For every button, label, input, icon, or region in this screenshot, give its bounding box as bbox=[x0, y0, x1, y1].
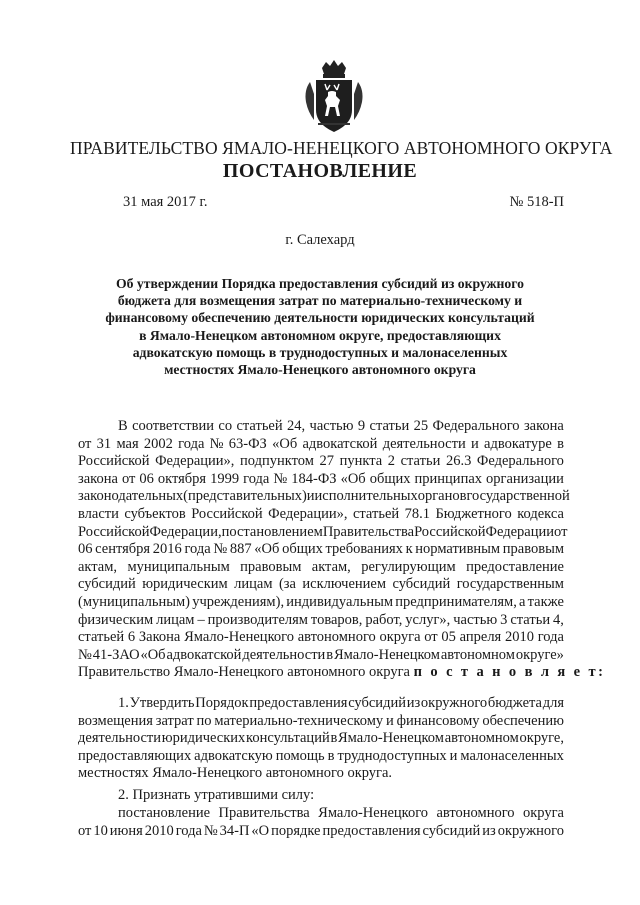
body-line: 2. Признать утратившими силу: bbox=[118, 787, 315, 803]
word: Утвердить bbox=[129, 695, 195, 711]
word: окружного bbox=[420, 695, 488, 711]
word: Федерации bbox=[485, 523, 555, 540]
word: автономном bbox=[440, 646, 515, 663]
title-line: местностях Ямало-Ненецкого автономного округа bbox=[164, 362, 476, 378]
word: малонаселенных bbox=[460, 747, 564, 764]
word: адвокатскую bbox=[194, 747, 273, 764]
word: 24, bbox=[287, 418, 306, 434]
word: закона bbox=[78, 470, 118, 487]
government-name: ПРАВИТЕЛЬСТВО ЯМАЛО-НЕНЕЦКОГО АВТОНОМНОГО ОКРУГА bbox=[70, 138, 613, 158]
item-2-sub-paragraph bbox=[78, 805, 564, 840]
word: года bbox=[243, 470, 270, 487]
word: частью bbox=[309, 418, 354, 434]
word: и bbox=[385, 712, 394, 729]
word: подпунктом bbox=[240, 453, 314, 470]
body-line bbox=[78, 488, 570, 506]
word: «Об bbox=[254, 541, 280, 558]
preamble-paragraph bbox=[78, 418, 606, 682]
word: 1. bbox=[118, 695, 129, 711]
word: деятельности bbox=[78, 730, 162, 747]
word: Российской bbox=[191, 505, 263, 522]
word: «Об bbox=[272, 435, 298, 452]
word: принципах bbox=[414, 470, 483, 487]
word: Порядок bbox=[195, 695, 249, 711]
word: предоставление bbox=[466, 558, 564, 575]
word: Ямало-Ненецкого bbox=[318, 805, 429, 821]
word: 3 bbox=[500, 611, 508, 628]
word: постановление bbox=[118, 805, 211, 821]
word: сентября bbox=[95, 541, 151, 558]
word: октября bbox=[157, 470, 207, 487]
word: 06 bbox=[78, 541, 93, 558]
word: Бюджетного bbox=[435, 505, 512, 522]
word: Федерации», bbox=[268, 505, 348, 522]
item-1-paragraph bbox=[78, 695, 564, 783]
word: физическим bbox=[78, 611, 154, 628]
document-title bbox=[100, 275, 540, 378]
document-city: г. Салехард bbox=[285, 232, 355, 248]
word: возмещения bbox=[78, 712, 153, 729]
word: 2002 bbox=[143, 435, 173, 452]
word: от bbox=[78, 435, 92, 452]
title-line: финансовому обеспечению деятельности юридических консультаций bbox=[105, 310, 535, 326]
word: порядке bbox=[271, 822, 321, 839]
word: статьей bbox=[78, 629, 125, 646]
word: Федерального bbox=[432, 418, 520, 434]
word: лицам bbox=[234, 576, 273, 593]
word: соответствии bbox=[132, 418, 214, 434]
word: 26.3 bbox=[445, 453, 472, 470]
word: Российской bbox=[414, 523, 486, 540]
word: 78.1 bbox=[404, 505, 430, 522]
word: а bbox=[519, 593, 526, 610]
word: производителям bbox=[207, 611, 308, 628]
word: апреля bbox=[459, 629, 502, 646]
word: (представительных) bbox=[183, 488, 307, 505]
word: 41-ЗАО bbox=[92, 646, 140, 663]
word: № bbox=[209, 435, 224, 452]
word: 63-ФЗ bbox=[228, 435, 267, 452]
word: года bbox=[184, 541, 211, 558]
word: Федерации», bbox=[155, 453, 235, 470]
word: адвокатуре bbox=[484, 435, 552, 452]
word: муниципальным bbox=[127, 558, 230, 575]
word: 2010 bbox=[504, 629, 534, 646]
body-line bbox=[78, 453, 564, 471]
word: нормативным bbox=[415, 541, 501, 558]
word: № bbox=[273, 470, 288, 487]
word: Закона bbox=[138, 629, 181, 646]
word: 25 bbox=[413, 418, 429, 434]
word: требованиях bbox=[325, 541, 403, 558]
document-type: ПОСТАНОВЛЕНИЕ bbox=[222, 160, 418, 182]
word: из bbox=[406, 695, 421, 711]
word: субсидий bbox=[422, 822, 481, 839]
word: предоставления bbox=[249, 695, 348, 711]
word: от bbox=[78, 822, 92, 839]
coat-of-arms-icon bbox=[300, 60, 368, 136]
word: Федерального bbox=[476, 453, 564, 470]
word: 1999 bbox=[210, 470, 240, 487]
word: Правительства bbox=[218, 805, 310, 821]
word: и bbox=[470, 435, 479, 452]
title-line: в Ямало-Ненецком автономном округе, предоставляющих bbox=[139, 327, 501, 343]
word: помощь bbox=[275, 747, 325, 764]
word: округе, bbox=[519, 730, 564, 747]
word: труднодоступных bbox=[337, 747, 447, 764]
word: регулирующим bbox=[361, 558, 456, 575]
word: из bbox=[482, 822, 496, 839]
word: лицам bbox=[156, 611, 195, 628]
word: субсидий bbox=[392, 576, 451, 593]
word: юридических bbox=[161, 730, 246, 747]
word: исключением bbox=[302, 576, 387, 593]
word: в bbox=[326, 646, 334, 663]
word: Ямало-Ненецком bbox=[338, 730, 444, 747]
word: субсидий bbox=[78, 576, 136, 593]
body-line bbox=[78, 418, 564, 436]
word: № bbox=[213, 541, 228, 558]
word: (муниципальным) bbox=[78, 593, 190, 610]
word: власти bbox=[78, 505, 119, 522]
word: Ямало-Ненецком bbox=[333, 646, 440, 663]
word: организации bbox=[486, 470, 564, 487]
word: от bbox=[554, 523, 568, 540]
word: 27 bbox=[319, 453, 334, 470]
body-line bbox=[78, 695, 564, 713]
word: статьи bbox=[369, 418, 410, 434]
body-line bbox=[78, 541, 564, 559]
word: мая bbox=[116, 435, 139, 452]
word: № bbox=[78, 646, 92, 663]
word: материально-техническому bbox=[214, 712, 384, 729]
word: – bbox=[197, 611, 205, 628]
word: к bbox=[405, 541, 413, 558]
word: статьи bbox=[510, 611, 551, 628]
word: финансовому bbox=[396, 712, 480, 729]
word: затрат bbox=[155, 712, 194, 729]
word: со bbox=[218, 418, 233, 434]
word: и bbox=[306, 488, 315, 505]
word: 6 bbox=[127, 629, 136, 646]
word: автономного bbox=[436, 805, 515, 821]
word: консультаций bbox=[246, 730, 330, 747]
word: округа bbox=[379, 629, 421, 646]
document-date: 31 мая 2017 г. bbox=[123, 194, 208, 210]
body-line bbox=[78, 471, 564, 489]
word: предоставления bbox=[322, 822, 421, 839]
preamble-last-text: Правительство Ямало-Ненецкого автономного округа bbox=[78, 664, 410, 681]
word: и bbox=[449, 747, 458, 764]
body-line bbox=[78, 523, 568, 542]
word: предпринимателям, bbox=[395, 593, 517, 610]
word: от bbox=[424, 629, 438, 646]
title-line: Об утверждении Порядка предоставления субсидий из окружного bbox=[116, 276, 524, 291]
word: пункта bbox=[339, 453, 383, 470]
word: года bbox=[175, 822, 202, 839]
word: государственным bbox=[456, 576, 564, 593]
word: В bbox=[118, 418, 128, 434]
word: Федерации, bbox=[149, 523, 222, 540]
body-line bbox=[78, 629, 564, 647]
body-line bbox=[78, 559, 564, 577]
body-line bbox=[78, 506, 564, 524]
word: адвокатской bbox=[166, 646, 242, 663]
body-line bbox=[78, 823, 564, 841]
word: № bbox=[203, 822, 218, 839]
word: 2010 bbox=[144, 822, 174, 839]
word: 31 bbox=[96, 435, 112, 452]
body-line bbox=[78, 713, 564, 731]
word: учреждениям), bbox=[192, 593, 285, 610]
body-line bbox=[78, 748, 564, 766]
word: закона bbox=[523, 418, 564, 434]
word: по bbox=[196, 712, 212, 729]
word: правовым bbox=[502, 541, 564, 558]
word: 2 bbox=[387, 453, 396, 470]
word: статьей bbox=[236, 418, 283, 434]
word: субъектов bbox=[124, 505, 186, 522]
word: также bbox=[527, 593, 564, 610]
title-line: бюджета для возмещения затрат по материально-техническому и bbox=[117, 293, 523, 309]
word: в bbox=[327, 747, 335, 764]
word: деятельности bbox=[242, 646, 326, 663]
word: окружного bbox=[497, 822, 564, 839]
body-line bbox=[78, 436, 564, 454]
word: предоставляющих bbox=[78, 747, 192, 764]
word: 184-ФЗ bbox=[291, 470, 337, 487]
word: статьи bbox=[400, 453, 441, 470]
word: округе» bbox=[515, 646, 564, 663]
word: актам, bbox=[78, 558, 118, 575]
word: бюджета bbox=[487, 695, 542, 711]
body-line bbox=[78, 612, 564, 630]
word: 05 bbox=[441, 629, 456, 646]
word: частью bbox=[453, 611, 498, 628]
word: от bbox=[121, 470, 136, 487]
word: автономного bbox=[297, 629, 376, 646]
word: деятельности bbox=[382, 435, 466, 452]
word: 34-П bbox=[219, 822, 250, 839]
word: 10 bbox=[93, 822, 108, 839]
word: «Об bbox=[140, 646, 166, 663]
body-line bbox=[78, 730, 564, 748]
word: «О bbox=[251, 822, 270, 839]
word: Ямало-Ненецкого bbox=[184, 629, 294, 646]
body-line bbox=[78, 647, 564, 665]
word: 2016 bbox=[152, 541, 182, 558]
word: Российской bbox=[78, 523, 150, 540]
body-line bbox=[78, 576, 564, 594]
word: для bbox=[542, 695, 564, 711]
resolves-keyword: п о с т а н о в л я е т: bbox=[413, 664, 606, 681]
body-line: местностях Ямало-Ненецкого автономного округа. bbox=[78, 765, 393, 782]
word: общих bbox=[282, 541, 323, 558]
title-line: адвокатскую помощь в труднодоступных и малонаселенных bbox=[132, 344, 508, 360]
word: в bbox=[557, 435, 564, 452]
word: 4, bbox=[553, 611, 564, 628]
body-line bbox=[78, 594, 564, 612]
word: статьей bbox=[352, 505, 400, 522]
word: 06 bbox=[139, 470, 154, 487]
word: в bbox=[330, 730, 338, 747]
word: актам, bbox=[311, 558, 351, 575]
word: (за bbox=[278, 576, 296, 593]
word: года bbox=[537, 629, 564, 646]
word: исполнительных bbox=[314, 488, 418, 505]
word: года bbox=[178, 435, 205, 452]
word: органов bbox=[417, 488, 467, 505]
word: Российской bbox=[78, 453, 150, 470]
word: индивидуальным bbox=[286, 593, 394, 610]
word: правовым bbox=[240, 558, 302, 575]
word: «Об bbox=[340, 470, 366, 487]
document-number: № 518-П bbox=[509, 194, 564, 210]
word: июня bbox=[109, 822, 143, 839]
word: государственной bbox=[466, 488, 570, 505]
word: законодательных bbox=[78, 488, 184, 505]
word: обеспечению bbox=[482, 712, 564, 729]
word: постановлением bbox=[221, 523, 323, 540]
word: кодекса bbox=[517, 505, 564, 522]
word: округа bbox=[522, 805, 564, 821]
item-2-paragraph bbox=[78, 787, 564, 805]
body-line bbox=[78, 664, 606, 682]
word: автономном bbox=[444, 730, 519, 747]
word: товаров, bbox=[310, 611, 363, 628]
word: адвокатской bbox=[302, 435, 378, 452]
word: Правительства bbox=[322, 523, 415, 540]
word: 887 bbox=[229, 541, 252, 558]
word: субсидий bbox=[348, 695, 406, 711]
word: общих bbox=[369, 470, 411, 487]
word: 9 bbox=[357, 418, 366, 434]
word: услуг», bbox=[405, 611, 451, 628]
word: работ, bbox=[365, 611, 403, 628]
word: юридическим bbox=[142, 576, 228, 593]
body-line bbox=[78, 805, 564, 823]
